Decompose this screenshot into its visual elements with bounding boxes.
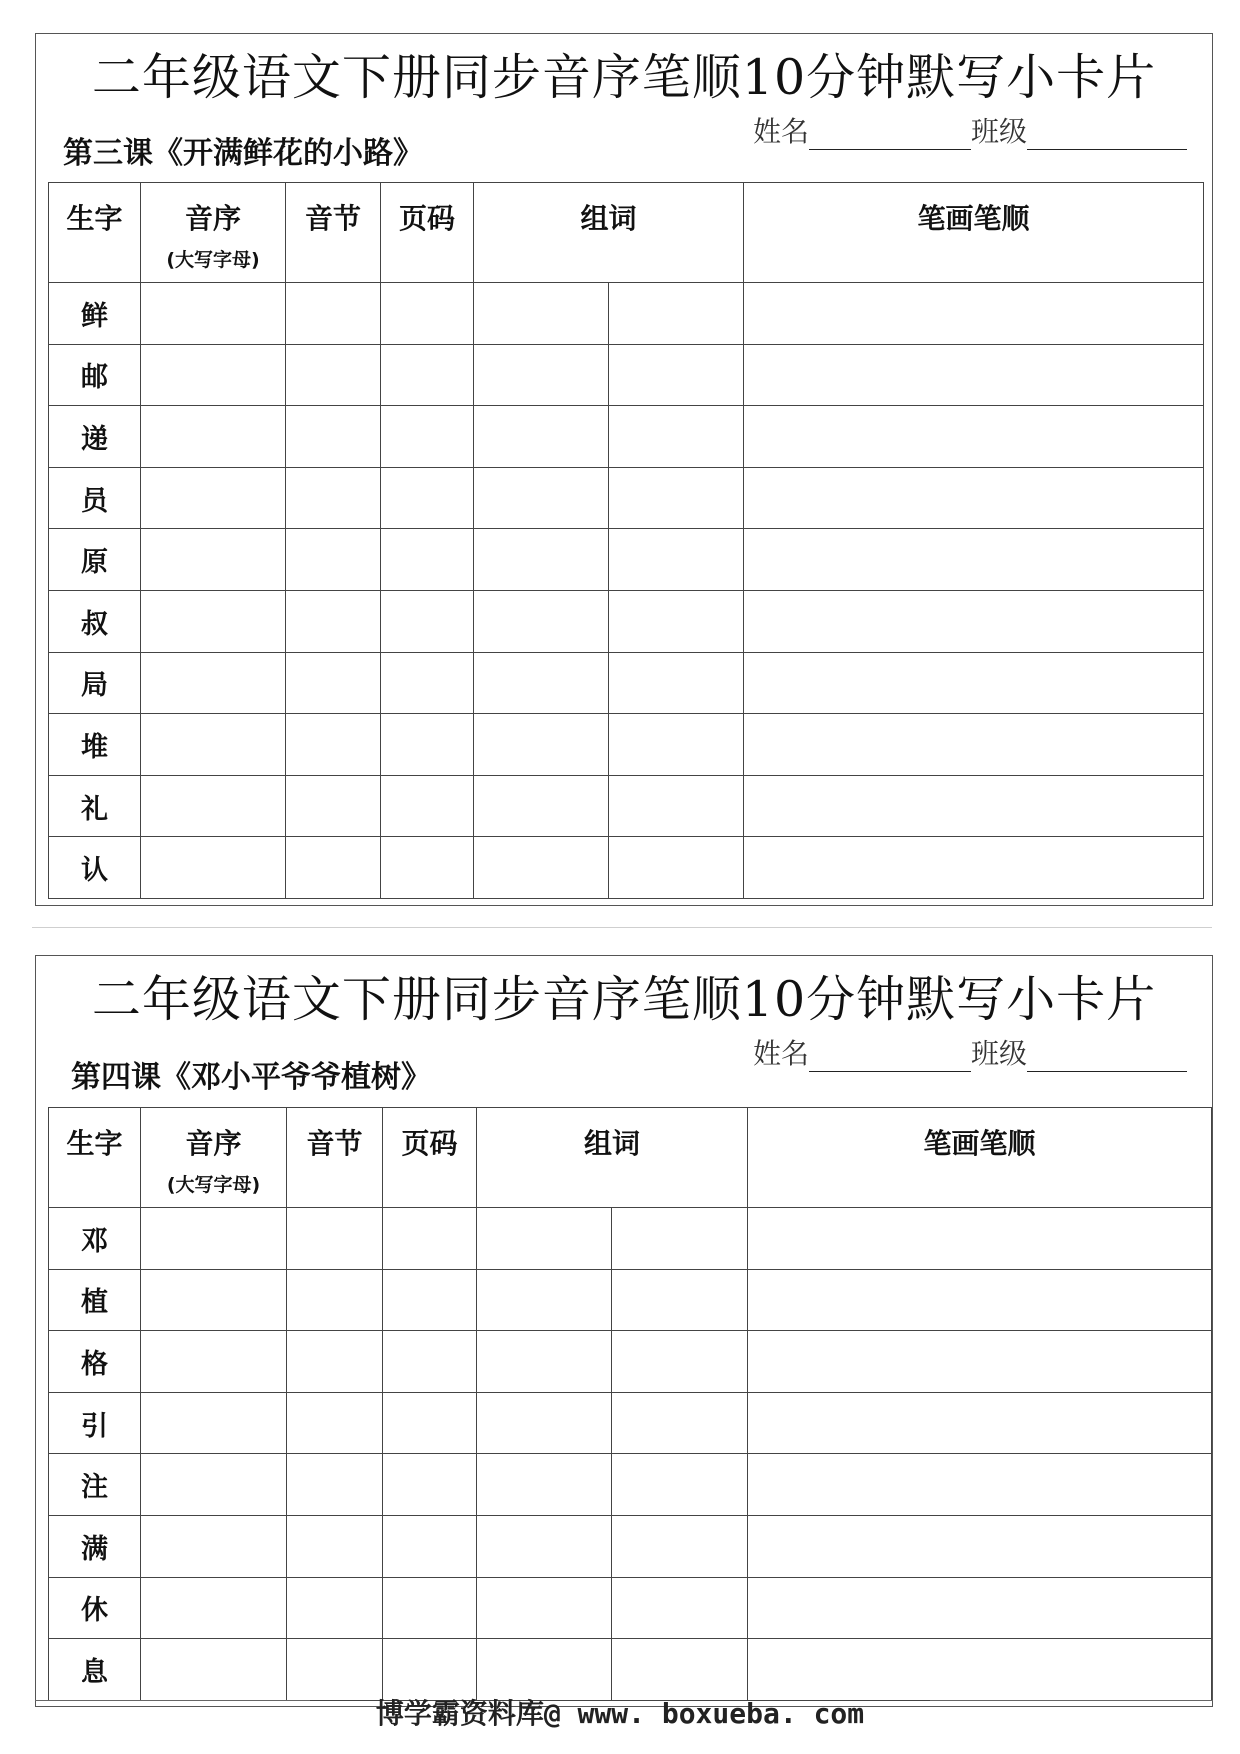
syllable-cell[interactable] <box>287 1331 383 1393</box>
header-char: 生字 <box>49 1108 141 1208</box>
char-cell: 认 <box>49 837 141 899</box>
syllable-cell[interactable] <box>287 1269 383 1331</box>
strokes-cell[interactable] <box>744 714 1204 776</box>
syllable-cell[interactable] <box>287 1577 383 1639</box>
class-blank[interactable] <box>1027 121 1187 150</box>
char-cell: 邮 <box>49 344 141 406</box>
syllable-cell[interactable] <box>286 283 381 345</box>
char-cell: 息 <box>49 1639 141 1701</box>
page-cell[interactable] <box>381 344 474 406</box>
word-cell-1[interactable] <box>477 1269 612 1331</box>
word-cell-1[interactable] <box>474 714 609 776</box>
char-cell: 员 <box>49 467 141 529</box>
word-cell-2[interactable] <box>612 1454 748 1516</box>
syllable-cell[interactable] <box>286 529 381 591</box>
char-cell: 叔 <box>49 590 141 652</box>
index-cell[interactable] <box>141 1331 287 1393</box>
strokes-cell[interactable] <box>744 590 1204 652</box>
syllable-cell[interactable] <box>287 1392 383 1454</box>
char-cell: 注 <box>49 1454 141 1516</box>
page-cell[interactable] <box>381 714 474 776</box>
index-cell[interactable] <box>141 1639 287 1701</box>
page-cell[interactable] <box>381 652 474 714</box>
card-title: 二年级语文下册同步音序笔顺10分钟默写小卡片 <box>91 49 1157 106</box>
index-cell[interactable] <box>141 529 286 591</box>
header-page: 页码 <box>383 1108 477 1208</box>
header-index-label: 音序 <box>185 1127 242 1160</box>
name-label: 姓名 <box>753 1037 810 1070</box>
table-row <box>49 1454 1212 1516</box>
header-syllable: 音节 <box>286 183 381 283</box>
index-cell[interactable] <box>141 775 286 837</box>
strokes-cell[interactable] <box>744 775 1204 837</box>
word-cell-1[interactable] <box>477 1392 612 1454</box>
page-cell[interactable] <box>383 1208 477 1270</box>
table-row <box>49 1639 1212 1701</box>
word-cell-2[interactable] <box>609 837 744 899</box>
word-cell-2[interactable] <box>612 1331 748 1393</box>
char-cell: 鲜 <box>49 283 141 345</box>
table-row <box>49 775 1204 837</box>
lesson-title: 第三课《开满鲜花的小路》 <box>63 136 423 171</box>
word-cell-2[interactable] <box>609 344 744 406</box>
table-row <box>49 406 1204 468</box>
class-label: 班级 <box>971 115 1028 148</box>
strokes-cell[interactable] <box>744 344 1204 406</box>
worksheet-card-2 <box>35 955 1213 1707</box>
header-words: 组词 <box>474 183 744 283</box>
char-cell: 引 <box>49 1392 141 1454</box>
syllable-cell[interactable] <box>286 775 381 837</box>
word-cell-2[interactable] <box>612 1515 748 1577</box>
strokes-cell[interactable] <box>748 1454 1212 1516</box>
index-cell[interactable] <box>141 837 286 899</box>
page-cell[interactable] <box>383 1454 477 1516</box>
syllable-cell[interactable] <box>286 406 381 468</box>
word-cell-2[interactable] <box>612 1208 748 1270</box>
word-cell-2[interactable] <box>612 1577 748 1639</box>
index-cell[interactable] <box>141 344 286 406</box>
word-cell-2[interactable] <box>612 1639 748 1701</box>
table-row <box>49 1392 1212 1454</box>
watermark: 博学霸资料库@ www. boxueba. com <box>375 1697 865 1730</box>
page-cell[interactable] <box>381 406 474 468</box>
syllable-cell[interactable] <box>286 344 381 406</box>
table-row <box>49 1331 1212 1393</box>
card-divider <box>32 927 1212 928</box>
worksheet-card-1 <box>35 33 1213 906</box>
word-cell-1[interactable] <box>477 1208 612 1270</box>
word-cell-2[interactable] <box>609 467 744 529</box>
word-cell-2[interactable] <box>612 1392 748 1454</box>
word-cell-1[interactable] <box>474 344 609 406</box>
index-cell[interactable] <box>141 1392 287 1454</box>
page-cell[interactable] <box>383 1639 477 1701</box>
word-cell-2[interactable] <box>609 406 744 468</box>
char-cell: 邓 <box>49 1208 141 1270</box>
class-label: 班级 <box>971 1037 1028 1070</box>
index-cell[interactable] <box>141 1269 287 1331</box>
strokes-cell[interactable] <box>748 1577 1212 1639</box>
index-cell[interactable] <box>141 283 286 345</box>
word-cell-2[interactable] <box>609 590 744 652</box>
word-cell-1[interactable] <box>477 1577 612 1639</box>
word-cell-2[interactable] <box>609 529 744 591</box>
header-index <box>141 183 286 283</box>
syllable-cell[interactable] <box>287 1208 383 1270</box>
page-cell[interactable] <box>381 283 474 345</box>
char-cell: 堆 <box>49 714 141 776</box>
syllable-cell[interactable] <box>287 1454 383 1516</box>
header-index-label: 音序 <box>184 202 241 235</box>
char-cell: 植 <box>49 1269 141 1331</box>
word-cell-1[interactable] <box>477 1331 612 1393</box>
char-cell: 局 <box>49 652 141 714</box>
index-cell[interactable] <box>141 652 286 714</box>
strokes-cell[interactable] <box>748 1208 1212 1270</box>
index-cell[interactable] <box>141 1577 287 1639</box>
page-cell[interactable] <box>383 1577 477 1639</box>
page-cell[interactable] <box>381 467 474 529</box>
strokes-cell[interactable] <box>748 1269 1212 1331</box>
header-page: 页码 <box>381 183 474 283</box>
word-cell-1[interactable] <box>474 775 609 837</box>
page-cell[interactable] <box>381 590 474 652</box>
header-words: 组词 <box>477 1108 748 1208</box>
table-row <box>49 1208 1212 1270</box>
table-row <box>49 1515 1212 1577</box>
syllable-cell[interactable] <box>287 1639 383 1701</box>
index-cell[interactable] <box>141 1515 287 1577</box>
word-cell-2[interactable] <box>609 652 744 714</box>
page-cell[interactable] <box>383 1269 477 1331</box>
header-strokes: 笔画笔顺 <box>748 1108 1212 1208</box>
header-char: 生字 <box>49 183 141 283</box>
table-row <box>49 1269 1212 1331</box>
index-cell[interactable] <box>141 590 286 652</box>
page-cell[interactable] <box>381 837 474 899</box>
table-row <box>49 1577 1212 1639</box>
page-cell[interactable] <box>381 775 474 837</box>
page-cell[interactable] <box>383 1331 477 1393</box>
name-blank[interactable] <box>809 121 971 150</box>
table-row <box>49 652 1204 714</box>
table-row <box>49 714 1204 776</box>
strokes-cell[interactable] <box>744 406 1204 468</box>
table-row <box>49 283 1204 345</box>
syllable-cell[interactable] <box>286 837 381 899</box>
word-cell-1[interactable] <box>477 1515 612 1577</box>
strokes-cell[interactable] <box>748 1392 1212 1454</box>
index-cell[interactable] <box>141 1454 287 1516</box>
lesson-title: 第四课《邓小平爷爷植树》 <box>71 1060 431 1095</box>
index-cell[interactable] <box>141 467 286 529</box>
index-cell[interactable] <box>141 1208 287 1270</box>
word-cell-1[interactable] <box>477 1454 612 1516</box>
char-cell: 满 <box>49 1515 141 1577</box>
name-label: 姓名 <box>753 115 810 148</box>
strokes-cell[interactable] <box>744 652 1204 714</box>
index-cell[interactable] <box>141 406 286 468</box>
page-cell[interactable] <box>383 1515 477 1577</box>
syllable-cell[interactable] <box>286 467 381 529</box>
word-cell-1[interactable] <box>474 406 609 468</box>
syllable-cell[interactable] <box>287 1515 383 1577</box>
header-syllable: 音节 <box>287 1108 383 1208</box>
word-cell-1[interactable] <box>474 529 609 591</box>
strokes-cell[interactable] <box>748 1515 1212 1577</box>
strokes-cell[interactable] <box>744 529 1204 591</box>
table-row <box>49 529 1204 591</box>
word-cell-1[interactable] <box>477 1639 612 1701</box>
name-class-field <box>753 1032 1187 1072</box>
index-cell[interactable] <box>141 714 286 776</box>
char-cell: 格 <box>49 1331 141 1393</box>
card-title: 二年级语文下册同步音序笔顺10分钟默写小卡片 <box>91 971 1157 1028</box>
word-cell-1[interactable] <box>474 467 609 529</box>
word-cell-2[interactable] <box>609 283 744 345</box>
character-table <box>48 1107 1212 1701</box>
syllable-cell[interactable] <box>286 714 381 776</box>
table-row <box>49 467 1204 529</box>
char-cell: 递 <box>49 406 141 468</box>
syllable-cell[interactable] <box>286 590 381 652</box>
word-cell-1[interactable] <box>474 652 609 714</box>
strokes-cell[interactable] <box>748 1331 1212 1393</box>
header-index-sub: (大写字母) <box>166 249 260 271</box>
page-cell[interactable] <box>383 1392 477 1454</box>
word-cell-1[interactable] <box>474 283 609 345</box>
header-index <box>141 1108 287 1208</box>
strokes-cell[interactable] <box>744 837 1204 899</box>
table-body <box>49 283 1204 899</box>
word-cell-1[interactable] <box>474 590 609 652</box>
word-cell-2[interactable] <box>612 1269 748 1331</box>
char-cell: 休 <box>49 1577 141 1639</box>
table-row <box>49 590 1204 652</box>
word-cell-2[interactable] <box>609 775 744 837</box>
name-class-field <box>753 110 1187 150</box>
word-cell-2[interactable] <box>609 714 744 776</box>
table-row <box>49 344 1204 406</box>
header-index-sub: (大写字母) <box>166 1174 261 1196</box>
character-table <box>48 182 1204 899</box>
name-blank[interactable] <box>809 1043 971 1072</box>
char-cell: 礼 <box>49 775 141 837</box>
strokes-cell[interactable] <box>748 1639 1212 1701</box>
page-cell[interactable] <box>381 529 474 591</box>
syllable-cell[interactable] <box>286 652 381 714</box>
strokes-cell[interactable] <box>744 283 1204 345</box>
char-cell: 原 <box>49 529 141 591</box>
class-blank[interactable] <box>1027 1043 1187 1072</box>
strokes-cell[interactable] <box>744 467 1204 529</box>
table-row <box>49 837 1204 899</box>
word-cell-1[interactable] <box>474 837 609 899</box>
table-body <box>49 1208 1212 1701</box>
header-strokes: 笔画笔顺 <box>744 183 1204 283</box>
